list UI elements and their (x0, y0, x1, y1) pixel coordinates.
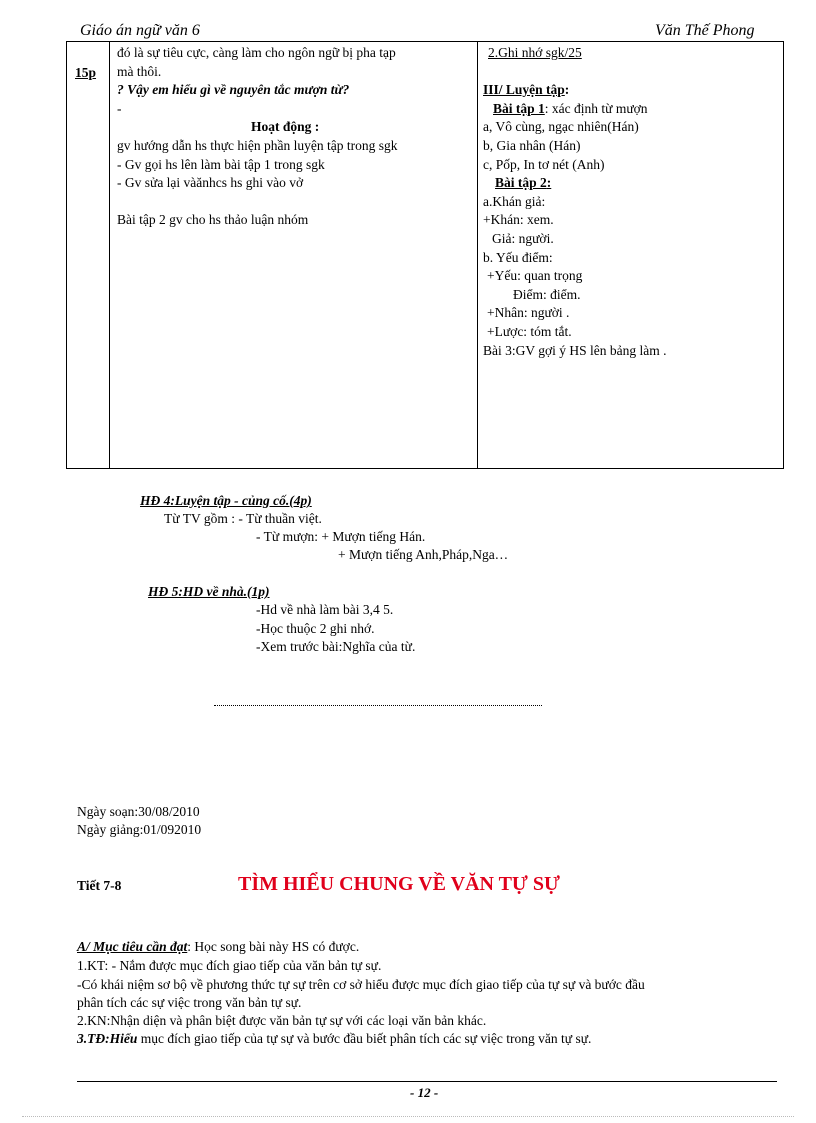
time-cell: 15p (75, 65, 97, 80)
hd4-line-3: + Mượn tiếng Anh,Pháp,Nga… (338, 547, 509, 562)
hd5-title: HĐ 5:HD về nhà.(1p) (148, 584, 270, 599)
exercise-1-b: b, Gia nhân (Hán) (483, 137, 581, 153)
hd4-title: HĐ 4:Luyện tập - củng cố.(4p) (140, 493, 312, 508)
practice-heading: III/ Luyện tập (483, 82, 565, 98)
question-line: ? Vậy em hiểu gì về nguyên tắc mượn từ? (117, 82, 350, 98)
table-column-divider-2 (477, 42, 478, 468)
lesson-table (66, 41, 784, 469)
teacher-line-8: Bài tập 2 gv cho hs thảo luận nhóm (117, 212, 309, 228)
objective-knowledge-detail-2: phân tích các sự việc trong văn bản tự sự. (77, 995, 302, 1010)
activity-heading: Hoạt động : (251, 119, 320, 135)
teacher-line-1: đó là sự tiêu cực, càng làm cho ngôn ngữ bị pha tạp (117, 45, 396, 60)
page-edge (22, 1116, 794, 1117)
exercise-2-a-1: +Khán: xem. (483, 212, 554, 228)
exercise-2-label: Bài tập 2 (495, 175, 547, 191)
exercise-2-b-head: b. Yếu điểm: (483, 249, 553, 265)
objective-attitude-text: mục đích giao tiếp của tự sự và bước đầu biết phân tích các sự việc trong văn tự sự. (137, 1031, 592, 1046)
header-author: Văn Thế Phong (655, 22, 755, 39)
exercise-2-a-2: Giả: người. (492, 230, 554, 246)
exercise-2-colon: : (546, 175, 552, 191)
objective-knowledge-detail-1: -Có khái niệm sơ bộ về phương thức tự sự trên cơ sở hiểu được mục đích giao tiếp của tự sự và bước đầu (77, 977, 645, 992)
hd5-line-1: -Hd về nhà làm bài 3,4 5. (256, 602, 394, 617)
objective-knowledge: 1.KT: - Nắm được mục đích giao tiếp của văn bản tự sự. (77, 958, 382, 973)
hd4-line-1: Từ TV gồm : - Từ thuần việt. (164, 511, 322, 526)
objective-attitude (77, 1030, 591, 1048)
practice-colon: : (564, 82, 570, 98)
objective-attitude-label: 3.TĐ:Hiểu (77, 1031, 138, 1046)
hd5-line-2: -Học thuộc 2 ghi nhớ. (256, 621, 375, 636)
blank-line (483, 63, 667, 82)
table-column-divider-1 (109, 42, 110, 468)
exercise-2-b-1: +Yếu: quan trọng (487, 268, 583, 284)
ghi-nho-line: 2.Ghi nhớ sgk/25 (488, 45, 582, 60)
date-taught: Ngày giảng:01/092010 (77, 822, 202, 837)
exercise-1-a: a, Vô cùng, ngạc nhiên(Hán) (483, 119, 639, 135)
exercise-1-c: c, Pốp, In tơ nét (Anh) (483, 156, 605, 172)
exercise-2-b-3: +Nhân: người . (487, 305, 570, 321)
footer-rule (77, 1081, 777, 1082)
teacher-line-2: mà thôi. (117, 63, 162, 79)
dash-line: - (117, 100, 122, 116)
blank-line (117, 193, 397, 212)
exercise-3-line: Bài 3:GV gợi ý HS lên bảng làm . (483, 342, 667, 358)
lesson-period: Tiết 7-8 (77, 878, 122, 893)
teacher-line-7: - Gv sửa lại vàănhcs hs ghi vào vở (117, 175, 304, 191)
content-column (483, 44, 667, 360)
dotted-separator (214, 705, 542, 706)
exercise-1-label: Bài tập 1 (493, 100, 545, 116)
header-subject: Giáo án ngữ văn 6 (80, 22, 200, 39)
date-prepared: Ngày soạn:30/08/2010 (77, 804, 200, 819)
objectives-heading (77, 938, 359, 956)
teacher-line-6: - Gv gọi hs lên làm bài tập 1 trong sgk (117, 156, 325, 172)
exercise-2-b-4: +Lược: tóm tắt. (487, 323, 572, 339)
hd5-line-3: -Xem trước bài:Nghĩa của từ. (256, 639, 416, 654)
activity-column (117, 44, 397, 230)
exercise-2-b-2: Điểm: điểm. (513, 286, 581, 302)
teacher-line-5: gv hướng dẫn hs thực hiện phần luyện tập trong sgk (117, 137, 398, 153)
lesson-title: TÌM HIỂU CHUNG VỀ VĂN TỰ SỰ (238, 873, 560, 895)
objectives-label: A/ Mục tiêu cần đạt (77, 939, 188, 954)
objective-skills: 2.KN:Nhận diện và phân biệt được văn bản tự sự với các loại văn bản khác. (77, 1013, 487, 1028)
exercise-1-task: : xác định từ mượn (544, 100, 648, 116)
page-number: - 12 - (410, 1085, 439, 1100)
hd4-line-2: - Từ mượn: + Mượn tiếng Hán. (256, 529, 426, 544)
objectives-intro: : Học song bài này HS có được. (187, 939, 360, 954)
exercise-2-a-head: a.Khán giả: (483, 193, 546, 209)
